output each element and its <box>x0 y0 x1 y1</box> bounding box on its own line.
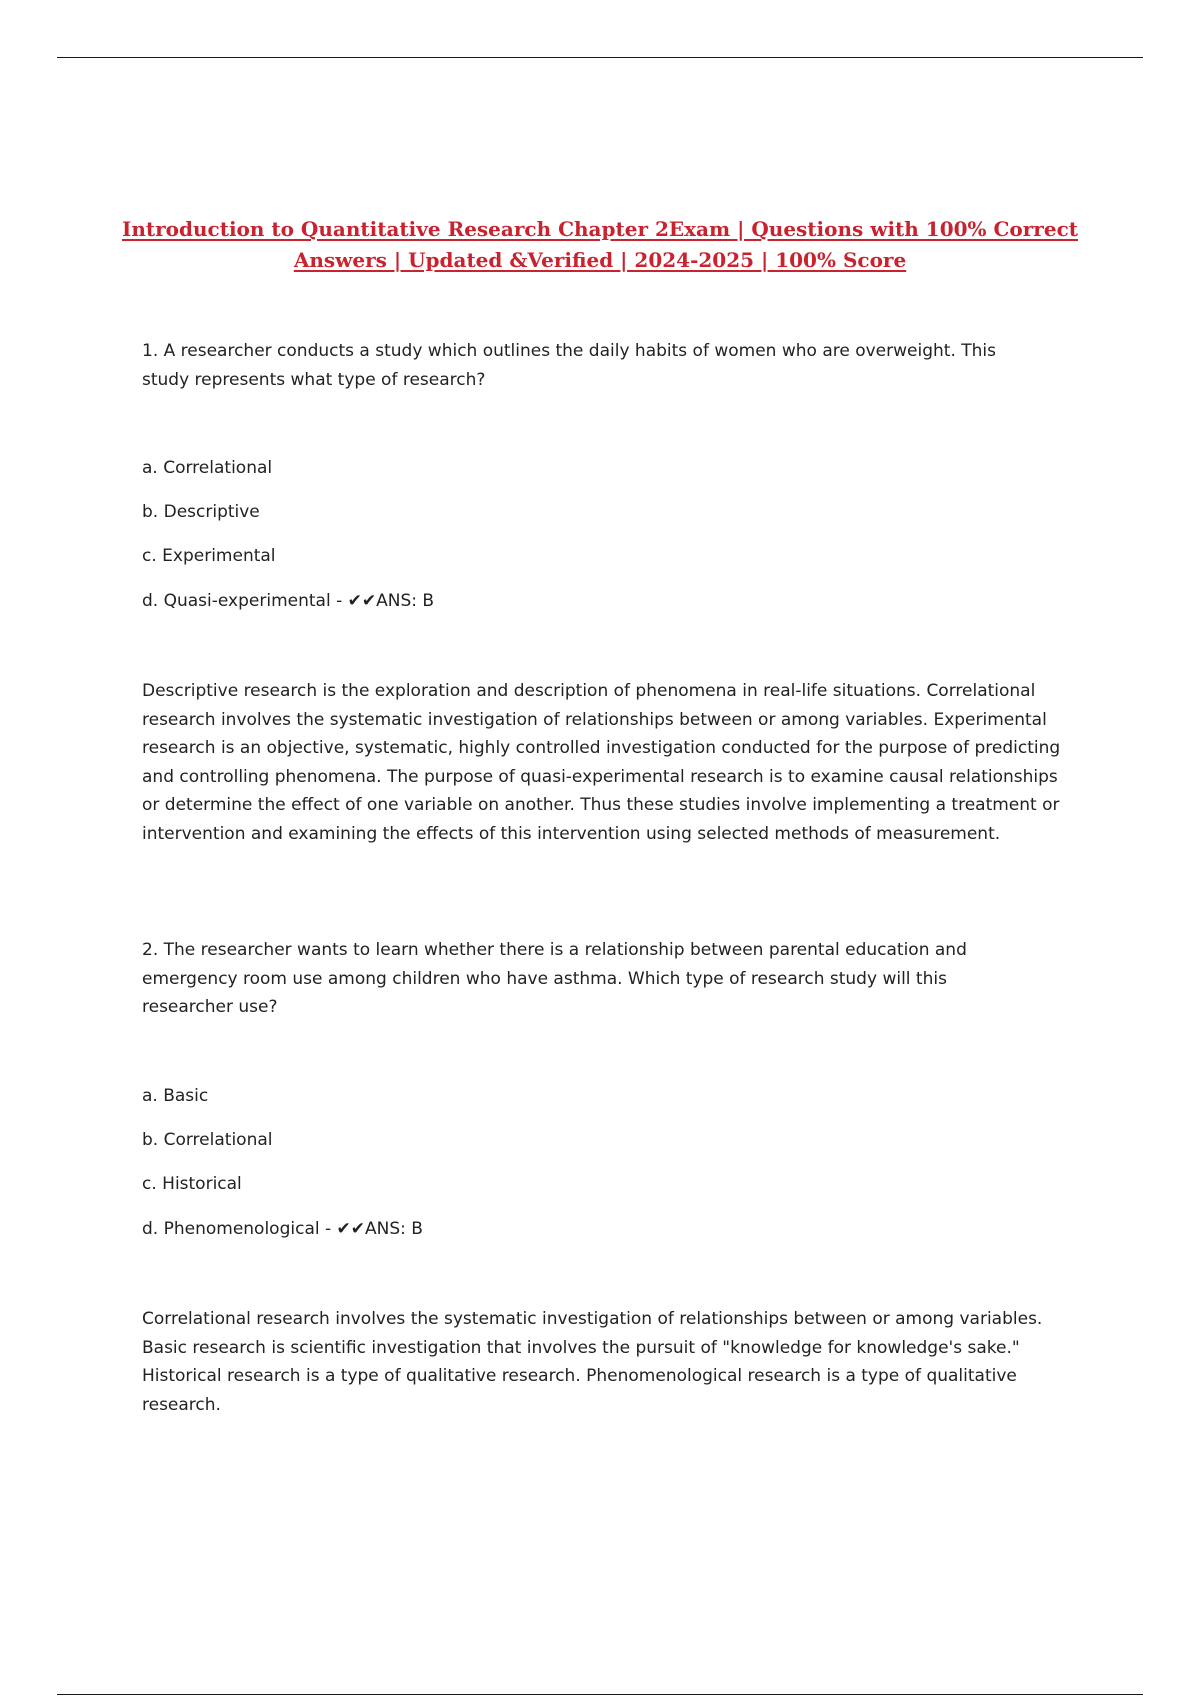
question-2-option-b: b. Correlational <box>142 1130 273 1150</box>
question-1-option-d-with-answer: d. Quasi-experimental - ✔✔ANS: B <box>142 591 435 611</box>
top-rule <box>57 57 1143 58</box>
bottom-rule <box>57 1694 1143 1695</box>
question-2-stem: 2. The researcher wants to learn whether there is a relationship between parental education and emergency room use among children who have asthma. Which type of research study will this researcher use? <box>142 940 967 1017</box>
question-2-option-d-with-answer: d. Phenomenological - ✔✔ANS: B <box>142 1219 423 1239</box>
question-1-option-b: b. Descriptive <box>142 502 260 522</box>
question-2-option-a: a. Basic <box>142 1086 209 1106</box>
question-2-rationale: Correlational research involves the systematic investigation of relationships between or among variables. Basic research is scientific investigation that involves the pursuit of "knowledge for knowledge's sake." Historical research is a type of qualitative research. Phenomenological research is a type of qualitative research. <box>142 1309 1043 1415</box>
question-1-option-a: a. Correlational <box>142 458 273 478</box>
question-1-stem: 1. A researcher conducts a study which outlines the daily habits of women who are overweight. This study represents what type of research? <box>142 341 996 390</box>
question-1-rationale: Descriptive research is the exploration and description of phenomena in real-life situations. Correlational research involves the systematic investigation of relationships between or among variables. Experimental research is an objective, systematic, highly controlled investigation conducted for the purpose of predicting and controlling phenomena. The purpose of quasi-experimental research is to examine causal relationships or determine the effect of one variable on another. Thus these studies involve implementing a treatment or intervention and examining the effects of this intervention using selected methods of measurement. <box>142 681 1061 844</box>
question-1-option-c: c. Experimental <box>142 546 276 566</box>
document-title: Introduction to Quantitative Research Chapter 2Exam | Questions with 100% Correct Answers | Updated &Verified | 2024-2025 | 100% Score <box>122 217 1078 272</box>
question-2-option-c: c. Historical <box>142 1174 242 1194</box>
